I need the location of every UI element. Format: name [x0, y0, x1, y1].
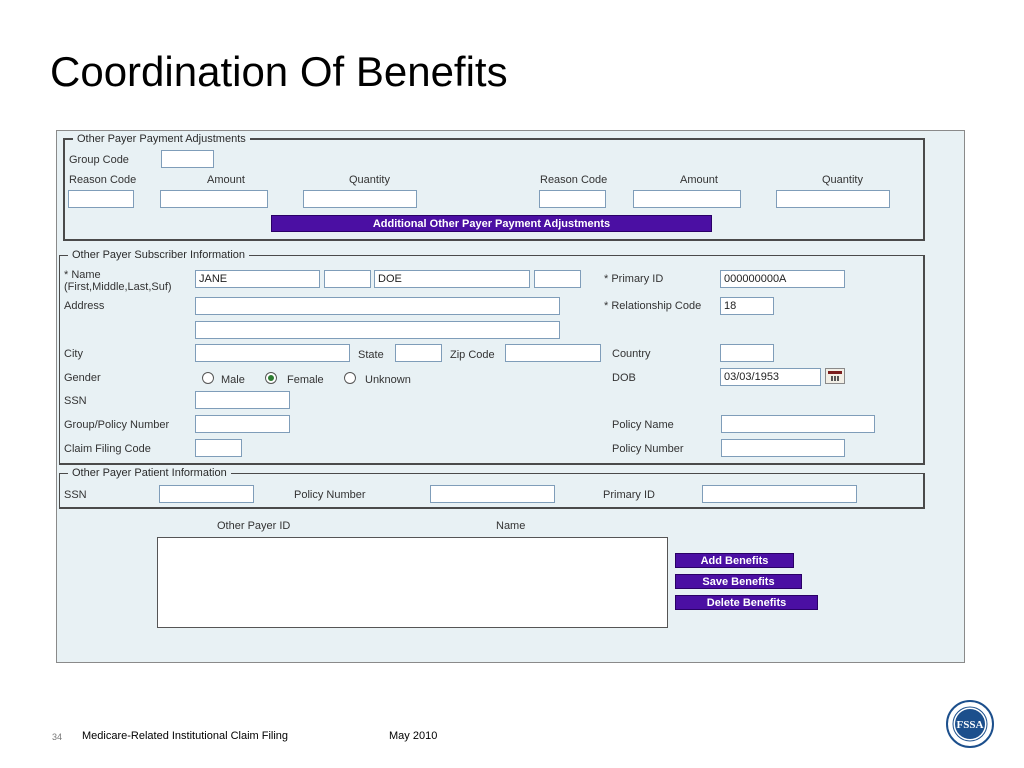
other-payer-id-header: Other Payer ID — [217, 520, 291, 532]
dob-label: DOB — [612, 372, 636, 384]
group-code-input[interactable] — [161, 150, 214, 168]
policy-name-label: Policy Name — [612, 419, 674, 431]
suffix-input[interactable] — [534, 270, 581, 288]
patient-policy-number-label: Policy Number — [294, 489, 366, 501]
additional-adjustments-button[interactable]: Additional Other Payer Payment Adjustments — [271, 215, 712, 232]
last-name-input[interactable] — [374, 270, 530, 288]
patient-ssn-label: SSN — [64, 489, 87, 501]
quantity-label-2: Quantity — [822, 174, 863, 186]
amount-label-1: Amount — [207, 174, 245, 186]
patient-policy-number-input[interactable] — [430, 485, 555, 503]
name-sublabel: (First,Middle,Last,Suf) — [64, 281, 172, 293]
benefits-list[interactable] — [157, 537, 668, 628]
footer-title: Medicare-Related Institutional Claim Filing — [82, 730, 289, 742]
page-number: 34 — [52, 732, 63, 742]
quantity-label-1: Quantity — [349, 174, 390, 186]
dob-input[interactable] — [720, 368, 821, 386]
gender-female-radio[interactable] — [265, 372, 277, 384]
gender-unknown-radio[interactable] — [344, 372, 356, 384]
country-input[interactable] — [720, 344, 774, 362]
coordination-of-benefits-form — [56, 130, 965, 663]
amount-label-2: Amount — [680, 174, 718, 186]
slide-title: Coordination Of Benefits — [50, 48, 508, 95]
add-benefits-button[interactable]: Add Benefits — [675, 553, 794, 568]
first-name-input[interactable] — [195, 270, 320, 288]
ssn-input[interactable] — [195, 391, 290, 409]
quantity-input-1[interactable] — [303, 190, 417, 208]
reason-code-label-1: Reason Code — [69, 174, 137, 186]
quantity-input-2[interactable] — [776, 190, 890, 208]
relationship-code-input[interactable] — [720, 297, 774, 315]
policy-number-label: Policy Number — [612, 443, 684, 455]
benefits-name-header: Name — [496, 520, 526, 532]
address-line-1-input[interactable] — [195, 297, 560, 315]
state-input[interactable] — [395, 344, 442, 362]
zip-code-label: Zip Code — [450, 349, 495, 361]
country-label: Country — [612, 348, 651, 360]
relationship-code-label: * Relationship Code — [604, 300, 702, 312]
address-line-2-input[interactable] — [195, 321, 560, 339]
middle-name-input[interactable] — [324, 270, 371, 288]
policy-name-input[interactable] — [721, 415, 875, 433]
patient-info-legend: Other Payer Patient Information — [72, 467, 227, 479]
reason-code-label-2: Reason Code — [540, 174, 608, 186]
payment-adjustments-legend: Other Payer Payment Adjustments — [77, 133, 246, 145]
name-label: * Name — [64, 269, 101, 281]
ssn-label: SSN — [64, 395, 87, 407]
fssa-seal-logo — [946, 700, 994, 748]
reason-code-input-2[interactable] — [539, 190, 606, 208]
patient-ssn-input[interactable] — [159, 485, 254, 503]
policy-number-input[interactable] — [721, 439, 845, 457]
claim-filing-code-input[interactable] — [195, 439, 242, 457]
state-label: State — [358, 349, 384, 361]
patient-primary-id-input[interactable] — [702, 485, 857, 503]
gender-female-label: Female — [287, 374, 324, 386]
group-policy-number-label: Group/Policy Number — [64, 419, 170, 431]
delete-benefits-button[interactable]: Delete Benefits — [675, 595, 818, 610]
city-label: City — [64, 348, 83, 360]
gender-male-label: Male — [221, 374, 245, 386]
patient-primary-id-label: Primary ID — [603, 489, 655, 501]
subscriber-info-legend: Other Payer Subscriber Information — [72, 249, 246, 261]
save-benefits-button[interactable]: Save Benefits — [675, 574, 802, 589]
group-code-label: Group Code — [69, 154, 129, 166]
claim-filing-code-label: Claim Filing Code — [64, 443, 151, 455]
gender-male-radio[interactable] — [202, 372, 214, 384]
primary-id-label: * Primary ID — [604, 273, 664, 285]
group-policy-number-input[interactable] — [195, 415, 290, 433]
amount-input-2[interactable] — [633, 190, 741, 208]
calendar-icon[interactable] — [825, 368, 845, 384]
svg-text:FSSA: FSSA — [956, 719, 984, 731]
city-input[interactable] — [195, 344, 350, 362]
footer-date: May 2010 — [389, 730, 438, 742]
zip-code-input[interactable] — [505, 344, 601, 362]
gender-label: Gender — [64, 372, 101, 384]
primary-id-input[interactable] — [720, 270, 845, 288]
gender-unknown-label: Unknown — [365, 374, 411, 386]
reason-code-input-1[interactable] — [68, 190, 134, 208]
address-label: Address — [64, 300, 105, 312]
amount-input-1[interactable] — [160, 190, 268, 208]
